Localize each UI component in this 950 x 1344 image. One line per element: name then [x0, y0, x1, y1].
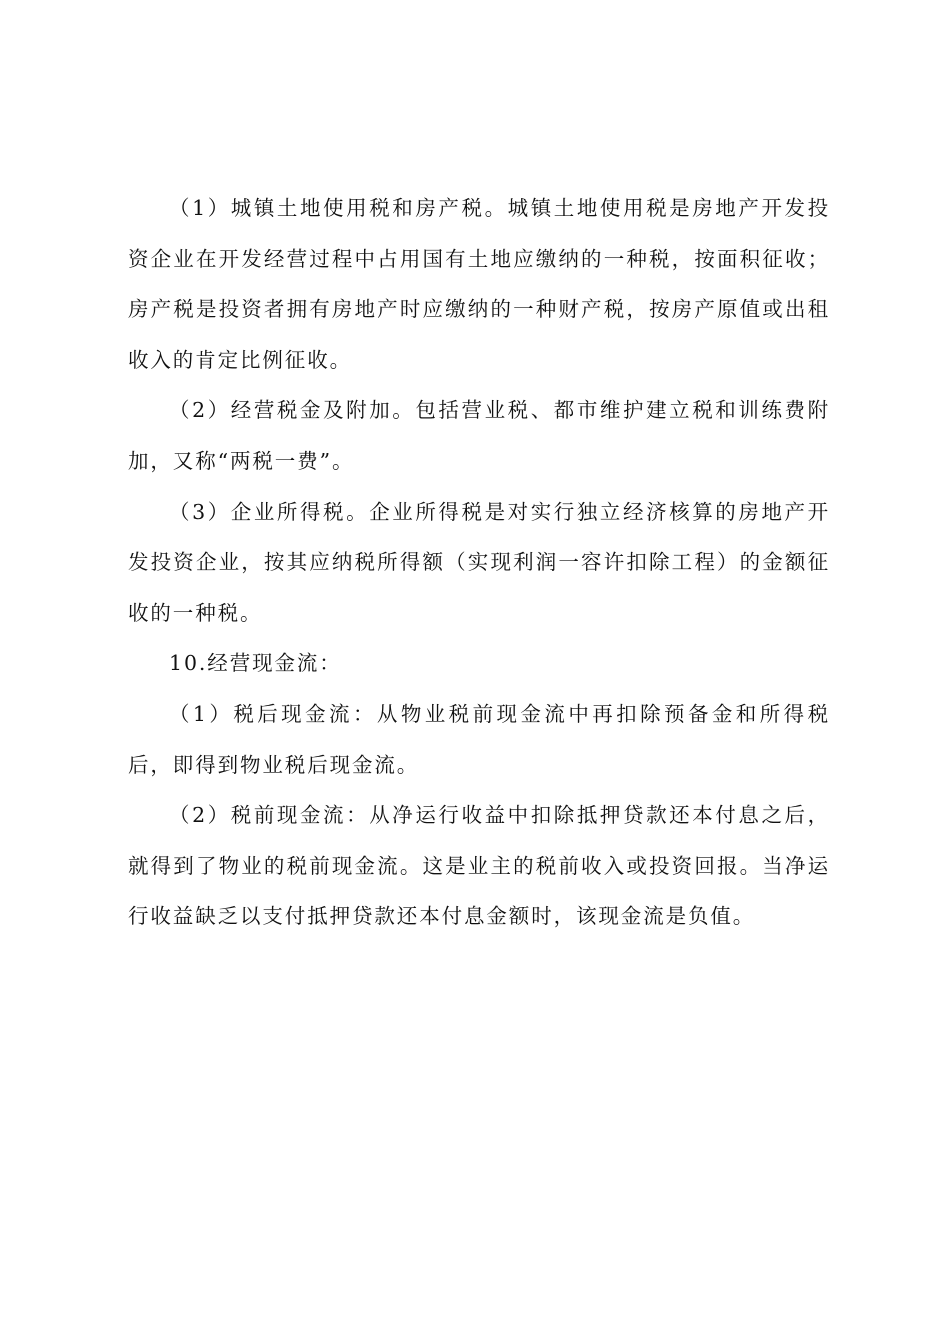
paragraph-after-tax-cash-flow: （1）税后现金流：从物业税前现金流中再扣除预备金和所得税后，即得到物业税后现金流。: [128, 701, 830, 777]
document-body: [128, 183, 830, 942]
paragraph-land-and-property-tax: （1）城镇土地使用税和房产税。城镇土地使用税是房地产开发投资企业在开发经营过程中占用国有土地应缴纳的一种税，按面积征收；房产税是投资者拥有房地产时应缴纳的一种财产税，按房产原值或出租收入的肯定比例征收。: [128, 196, 830, 372]
section-heading-operating-cash-flow: 10.经营现金流：: [169, 651, 342, 676]
paragraph-corporate-income-tax: （3）企业所得税。企业所得税是对实行独立经济核算的房地产开发投资企业，按其应纳税所得额（实现利润一容许扣除工程）的金额征收的一种税。: [128, 499, 830, 625]
paragraph-before-tax-cash-flow: （2）税前现金流：从净运行收益中扣除抵押贷款还本付息之后，就得到了物业的税前现金流。这是业主的税前收入或投资回报。当净运行收益缺乏以支付抵押贷款还本付息金额时，该现金流是负值。: [128, 803, 830, 929]
paragraph-business-tax-surcharge: （2）经营税金及附加。包括营业税、都市维护建立税和训练费附加，又称“两税一费”。: [128, 398, 830, 473]
